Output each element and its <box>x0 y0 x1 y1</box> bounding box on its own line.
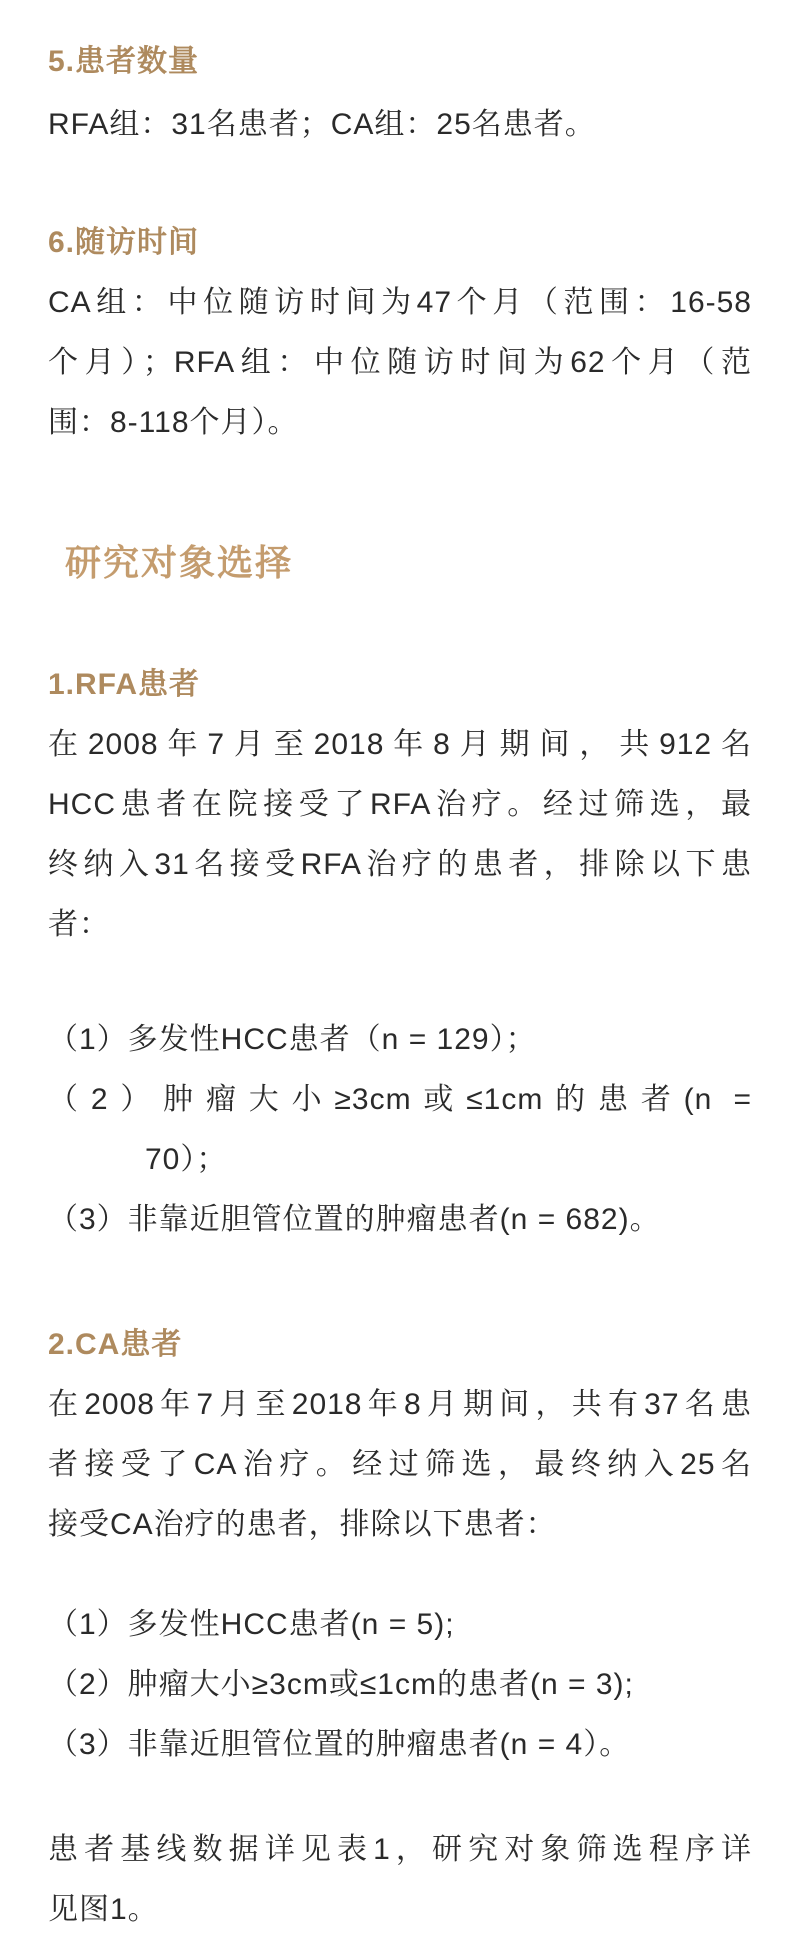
text-line: 个月）；RFA组：中位随访时间为62个月（范 <box>48 346 752 379</box>
closing-paragraph <box>48 1820 752 1940</box>
list-item: （2）肿瘤大小≥3cm或≤1cm的患者(n = <box>48 1083 752 1116</box>
list-item: （1）多发性HCC患者（n = 129）； <box>48 1023 537 1056</box>
rfa-exclusion-list <box>48 1010 752 1250</box>
section-heading-patient-count: 5.患者数量 <box>48 45 200 78</box>
rfa-paragraph <box>48 715 752 955</box>
text-line: 围：8-118个月）。 <box>48 406 299 439</box>
followup-paragraph <box>48 273 752 453</box>
text-line: 患者基线数据详见表1，研究对象筛选程序详 <box>48 1833 752 1866</box>
text-line: HCC患者在院接受了RFA治疗。经过筛选，最 <box>48 788 752 821</box>
list-item-continuation: 70）； <box>145 1143 228 1176</box>
patient-count-text: RFA组：31名患者；CA组：25名患者。 <box>48 108 596 141</box>
list-item: （3）非靠近胆管位置的肿瘤患者(n = 682)。 <box>48 1203 661 1236</box>
list-item: （3）非靠近胆管位置的肿瘤患者(n = 4）。 <box>48 1728 631 1761</box>
text-line: 在2008年7月至2018年8月期间，共有37名患 <box>48 1388 752 1421</box>
text-line: CA组：中位随访时间为47个月（范围：16-58 <box>48 286 752 319</box>
ca-exclusion-list <box>48 1595 752 1775</box>
text-line: 终纳入31名接受RFA治疗的患者，排除以下患 <box>48 848 752 881</box>
list-item: （2）肿瘤大小≥3cm或≤1cm的患者(n = 3); <box>48 1668 634 1701</box>
text-line: 者接受了CA治疗。经过筛选，最终纳入25名 <box>48 1448 752 1481</box>
text-line: 接受CA治疗的患者，排除以下患者： <box>48 1508 557 1541</box>
text-line: 者： <box>48 908 110 941</box>
section-heading-rfa-patients: 1.RFA患者 <box>48 668 201 701</box>
list-item: （1）多发性HCC患者(n = 5); <box>48 1608 455 1641</box>
section-heading-ca-patients: 2.CA患者 <box>48 1328 183 1361</box>
section-heading-followup-time: 6.随访时间 <box>48 226 200 259</box>
text-line: 在2008年7月至2018年8月期间，共912名 <box>48 728 752 761</box>
ca-paragraph <box>48 1375 752 1555</box>
text-line: 见图1。 <box>48 1893 159 1926</box>
chapter-title: 研究对象选择 <box>65 543 294 583</box>
